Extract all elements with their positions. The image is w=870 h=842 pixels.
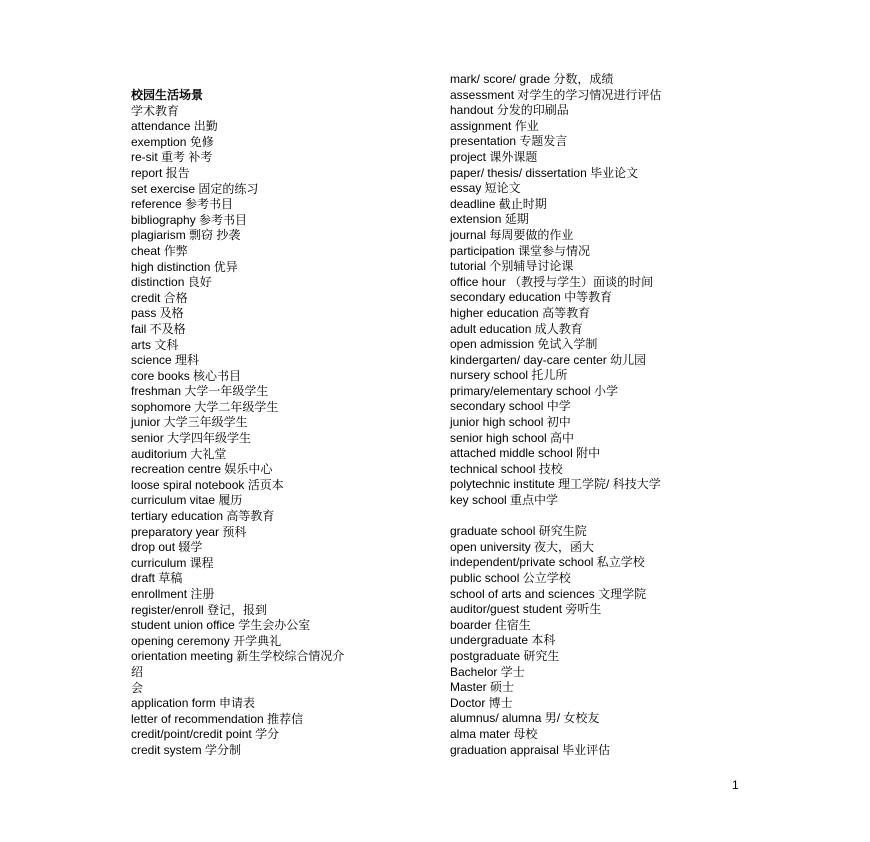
right-vocab-line: polytechnic institute 理工学院/ 科技大学 [450,477,661,492]
right-vocab-line: attached middle school 附中 [450,446,601,461]
left-vocab-line: exemption 免修 [131,134,214,149]
left-vocab-line: fail 不及格 [131,321,186,336]
right-vocab-line: alma mater 母校 [450,726,538,741]
left-vocab-line: high distinction 优异 [131,259,238,274]
right-vocab-line: junior high school 初中 [450,415,571,430]
right-vocab-line: undergraduate 本科 [450,633,556,648]
right-vocab-line: essay 短论文 [450,181,521,196]
right-vocab-line: nursery school 托儿所 [450,368,568,383]
left-vocab-line: register/enroll 登记，报到 [131,602,268,617]
page-number: 1 [732,778,739,792]
right-vocab-line: auditor/guest student 旁听生 [450,602,602,617]
right-vocab-line: secondary education 中等教育 [450,290,613,305]
left-vocab-line: freshman 大学一年级学生 [131,384,269,399]
left-vocab-line: core books 核心书目 [131,368,242,383]
right-vocab-line: technical school 技校 [450,461,563,476]
right-vocab-line: handout 分发的印刷品 [450,103,569,118]
left-vocab-line: draft 草稿 [131,571,183,586]
left-vocab-line: set exercise 固定的练习 [131,181,259,196]
right-vocab-line: open admission 免试入学制 [450,337,598,352]
left-vocab-line: report 报告 [131,165,190,180]
right-vocab-line: kindergarten/ day-care center 幼儿园 [450,352,647,367]
left-vocab-line: re-sit 重考 补考 [131,150,213,165]
left-vocab-line: drop out 辍学 [131,540,203,555]
left-vocab-line: attendance 出勤 [131,119,218,134]
right-vocab-line: mark/ score/ grade 分数，成绩 [450,72,614,86]
left-vocab-line: tertiary education 高等教育 [131,509,275,524]
right-vocab-line: secondary school 中学 [450,399,571,414]
right-vocab-line: alumnus/ alumna 男/ 女校友 [450,711,600,726]
right-vocab-line: Master 硕士 [450,680,515,695]
right-vocab-line: senior high school 高中 [450,430,575,445]
right-vocab-line: assignment 作业 [450,118,539,133]
section-title: 校园生活场景 [131,88,204,102]
right-vocab-line: primary/elementary school 小学 [450,383,619,398]
left-vocab-line: science 理科 [131,353,200,368]
left-vocab-line: application form 申请表 [131,696,256,711]
right-vocab-line: open university 夜大，函大 [450,539,595,554]
left-vocab-line: pass 及格 [131,306,184,321]
left-vocab-line: loose spiral notebook 活页本 [131,477,284,492]
left-vocab-line: junior 大学三年级学生 [131,415,248,430]
left-vocab-line: orientation meeting 新生学校综合情况介 [131,649,345,664]
left-vocab-line: 学术教育 [131,103,180,118]
right-vocab-line: journal 每周要做的作业 [450,227,574,242]
right-column [450,72,780,758]
right-vocab-line: Doctor 博士 [450,695,513,710]
left-vocab-line: credit system 学分制 [131,742,242,757]
right-vocab-line: higher education 高等教育 [450,305,591,320]
right-vocab-line: adult education 成人教育 [450,321,583,336]
right-vocab-line: graduation appraisal 毕业评估 [450,742,611,757]
right-vocab-line: office hour （教授与学生）面谈的时间 [450,274,654,289]
left-vocab-line: credit/point/credit point 学分 [131,727,280,742]
right-vocab-line: key school 重点中学 [450,493,559,508]
left-vocab-line: curriculum 课程 [131,555,214,570]
right-vocab-line: presentation 专题发言 [450,134,568,149]
left-vocab-line: plagiarism 剽窃 抄袭 [131,228,241,243]
right-vocab-line: participation 课堂参与情况 [450,243,591,258]
right-vocab-line: graduate school 研究生院 [450,524,587,539]
right-vocab-line: extension 延期 [450,212,529,227]
left-vocab-line: credit 合格 [131,290,188,305]
right-vocab-line: deadline 截止时期 [450,196,547,211]
left-vocab-line: cheat 作弊 [131,243,188,258]
left-vocab-line: enrollment 注册 [131,587,215,601]
left-vocab-line: auditorium 大礼堂 [131,446,227,461]
left-vocab-line: sophomore 大学二年级学生 [131,399,279,414]
right-vocab-line: tutorial 个别辅导讨论课 [450,259,574,274]
right-vocab-line: paper/ thesis/ dissertation 毕业论文 [450,165,639,180]
left-vocab-line: preparatory year 预科 [131,524,247,539]
left-vocab-line: distinction 良好 [131,275,212,290]
right-vocab-line: school of arts and sciences 文理学院 [450,586,647,601]
left-vocab-line: arts 文科 [131,337,179,352]
right-vocab-line: independent/private school 私立学校 [450,555,645,570]
left-vocab-line: 会 [131,680,144,695]
left-vocab-line: student union office 学生会办公室 [131,618,311,633]
left-vocab-line: senior 大学四年级学生 [131,431,252,446]
right-vocab-line: public school 公立学校 [450,571,571,585]
right-vocab-line: postgraduate 研究生 [450,648,560,663]
right-vocab-line [450,509,780,525]
left-vocab-line: reference 参考书目 [131,197,234,212]
left-vocab-line: bibliography 参考书目 [131,212,248,227]
left-vocab-line: opening ceremony 开学典礼 [131,633,282,648]
right-vocab-line: project 课外课题 [450,149,538,164]
left-vocab-line: curriculum vitae 履历 [131,493,243,508]
right-vocab-line: Bachelor 学士 [450,664,525,679]
left-vocab-line: recreation centre 娱乐中心 [131,462,273,477]
left-vocab-line: letter of recommendation 推荐信 [131,711,304,726]
right-vocab-line: boarder 住宿生 [450,617,531,632]
left-column [131,88,431,759]
right-vocab-line: assessment 对学生的学习情况进行评估 [450,87,662,102]
left-vocab-line: 绍 [131,664,144,679]
